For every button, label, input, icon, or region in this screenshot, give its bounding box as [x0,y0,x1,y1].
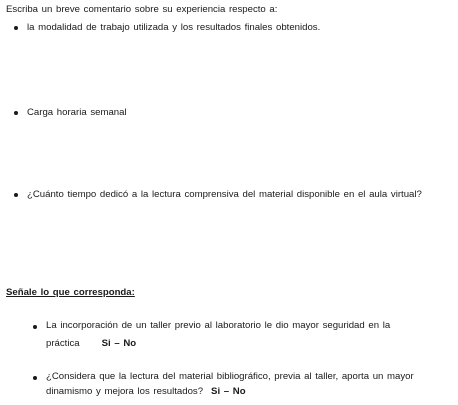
intro-text: Escriba un breve comentario sobre su experiencia respecto a: [6,4,278,15]
item-reading-time: ¿Cuánto tiempo dedicó a la lectura comprensiva del material disponible en el aula virtual? [27,189,422,200]
choice-reading-line1: ¿Considera que la lectura del material bibliográfico, previa al taller, aporta un mayor [46,371,414,382]
bullet-icon [14,26,18,30]
bullet-icon [14,193,18,197]
choice-workshop-line2 [46,338,136,350]
bullet-icon [14,111,18,115]
item-work-modality: la modalidad de trabajo utilizada y los resultados finales obtenidos. [27,22,321,33]
choice-workshop-options: Si – No [101,338,137,349]
choice-reading-question-end: dinamismo y mejora los resultados? [46,386,204,397]
section-heading: Señale lo que corresponda: [6,287,135,298]
item-weekly-hours: Carga horaria semanal [27,107,127,118]
choice-workshop-practice: práctica [46,338,80,349]
choice-reading-options: Si – No [211,386,246,397]
choice-workshop-line1: La incorporación de un taller previo al laboratorio le dio mayor seguridad en la [46,320,391,331]
choice-reading-line2 [46,386,246,398]
bullet-icon [33,325,37,329]
bullet-icon [33,376,37,380]
